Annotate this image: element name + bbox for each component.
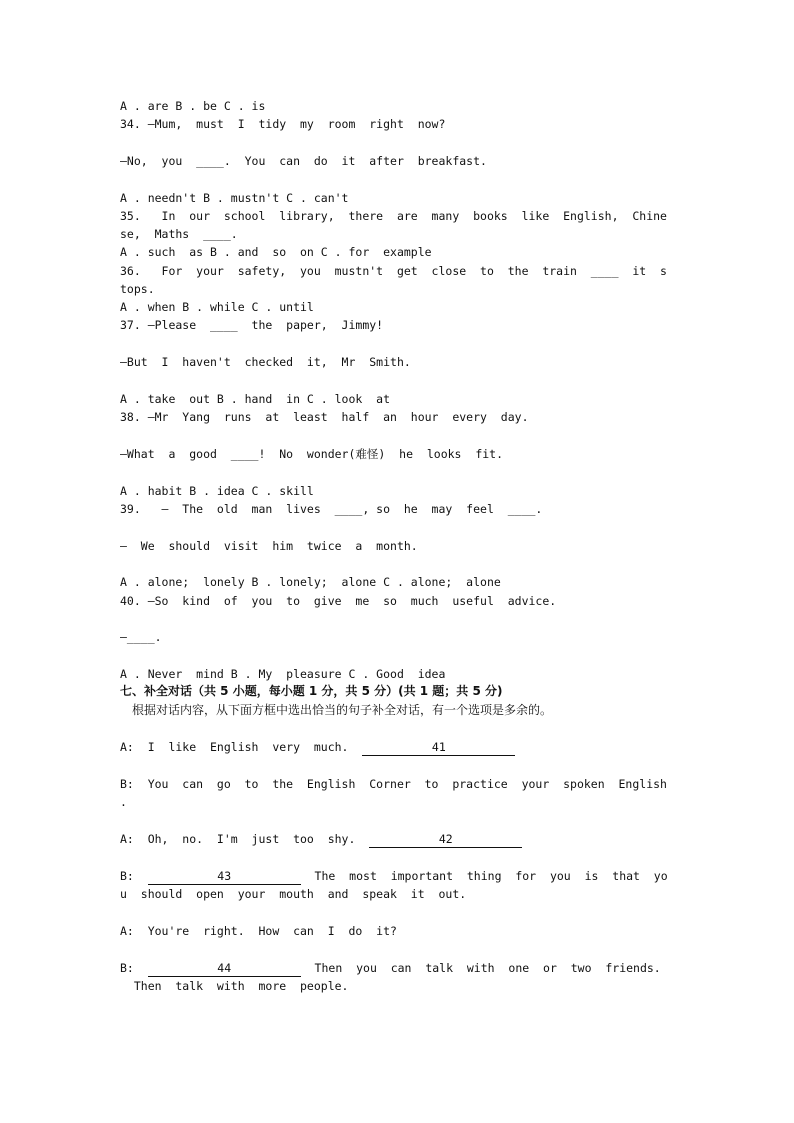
blank-43[interactable]: 43 [148,869,301,885]
q33-options: A . are B . be C . is [120,99,266,113]
q38-reply: —What a good ____! No wonder(难怪) he looks fit. [120,447,504,461]
blank-44[interactable]: 44 [148,961,301,977]
blank-42[interactable]: 42 [369,832,522,848]
dialog-a2-text: A: Oh, no. I'm just too shy. [120,832,370,846]
dialog-b3-prefix: B: [120,961,148,975]
dialog-line-b3 [120,959,675,977]
section-instruction: 根据对话内容，从下面方框中选出恰当的句子补全对话，有一个选项是多余的。 [132,703,553,717]
q39-reply: — We should visit him twice a month. [120,539,418,553]
dialog-a1-text: A: I like English very much. [120,740,363,754]
q37-options: A . take out B . hand in C . look at [120,392,391,406]
dialog-b2-prefix: B: [120,869,148,883]
dialog-line-b2 [120,867,675,885]
dialog-b2-text: The most important thing for you is that yo [300,869,668,883]
q35-options: A . such as B . and so on C . for example [120,245,432,259]
q36-question-line1: 36. For your safety, you mustn't get close to the train ____ it s [120,264,667,278]
blank-41[interactable]: 41 [362,740,515,756]
q34-question: 34. —Mum, must I tidy my room right now? [120,117,446,131]
dialog-line-a3: A: You're right. How can I do it? [120,924,397,938]
dialog-b3-text: Then you can talk with one or two friends. [300,961,661,975]
q40-question: 40. —So kind of you to give me so much useful advice. [120,594,557,608]
q34-reply: —No, you ____. You can do it after breakfast. [120,154,487,168]
dialog-line-b1-cont: . [120,795,127,809]
q38-question: 38. —Mr Yang runs at least half an hour every day. [120,410,529,424]
q39-options: A . alone; lonely B . lonely; alone C . alone; alone [120,575,501,589]
section-heading: 七、补全对话（共 5 小题，每小题 1 分，共 5 分）(共 1 题；共 5 分) [120,684,503,698]
q35-question-line2: se, Maths ____. [120,227,238,241]
q36-options: A . when B . while C . until [120,300,314,314]
dialog-line-a1 [120,738,675,756]
dialog-line-a2 [120,830,675,848]
q40-options: A . Never mind B . My pleasure C . Good idea [120,667,446,681]
q40-reply: —____. [120,630,162,644]
dialog-line-b3-cont: Then talk with more people. [120,979,349,993]
q38-options: A . habit B . idea C . skill [120,484,314,498]
dialog-line-b2-cont: u should open your mouth and speak it out. [120,887,467,901]
q36-question-line2: tops. [120,282,155,296]
q37-question: 37. —Please ____ the paper, Jimmy! [120,318,384,332]
q34-options: A . needn't B . mustn't C . can't [120,191,349,205]
q39-question: 39. — The old man lives ____, so he may feel ____. [120,502,543,516]
q35-question-line1: 35. In our school library, there are many books like English, Chine [120,209,667,223]
dialog-line-b1: B: You can go to the English Corner to practice your spoken English [120,777,667,791]
q37-reply: —But I haven't checked it, Mr Smith. [120,355,411,369]
